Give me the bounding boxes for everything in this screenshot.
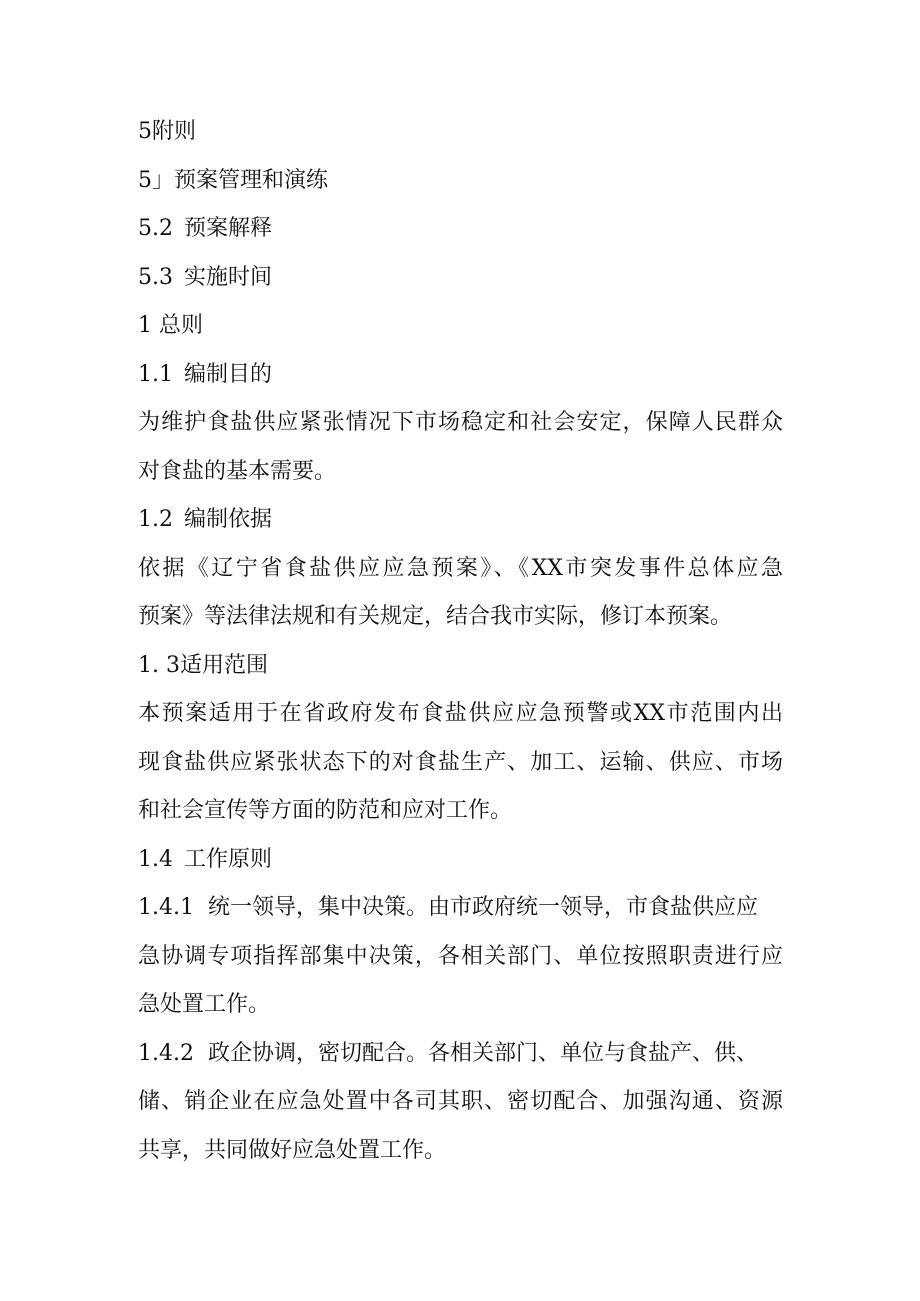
section-title: 适用范围	[179, 652, 268, 678]
toc-item-appendix	[138, 108, 788, 157]
section-number: 1	[138, 313, 152, 338]
subsection-number: 1.4.1	[138, 895, 194, 920]
section-heading-scope	[138, 642, 788, 691]
paragraph-line: 本预案适用于在省政府发布食盐供应应急预警或XX市范围内出	[138, 701, 783, 726]
section-heading-principles	[138, 836, 788, 885]
toc-text: 预案解释	[184, 216, 273, 241]
toc-number: 5.3	[138, 264, 173, 290]
toc-number: 5	[138, 119, 152, 144]
paragraph-line: 依据《辽宁省食盐供应应急预案》、《XX市突发事件总体应急	[138, 555, 783, 581]
paragraph-line: 和社会宣传等方面的防范和应对工作。	[138, 798, 513, 823]
toc-item-plan-management	[138, 157, 788, 206]
section-number: 1.4	[138, 846, 173, 872]
paragraph-text: 政企协调，密切配合。各相关部门、单位与食盐产、供、	[208, 1040, 759, 1066]
toc-item-implementation-time	[138, 254, 788, 303]
paragraph-line: 为维护食盐供应紧张情况下市场稳定和社会安定，保障人民群众	[138, 410, 783, 435]
paragraph-line: 对食盐的基本需要。	[138, 458, 337, 484]
paragraph-line: 预案》等法律法规和有关规定，结合我市实际，修订本预案。	[138, 604, 733, 629]
paragraph-line-numbered	[138, 884, 783, 933]
paragraph-text: 统一领导，集中决策。由市政府统一领导，市食盐供应应	[208, 895, 759, 920]
toc-number: 5.2	[138, 216, 173, 241]
section-title: 编制目的	[184, 361, 273, 387]
section-number: 1.1	[138, 361, 173, 387]
toc-number: 5」	[138, 167, 174, 193]
paragraph-line: 共享，共同做好应急处置工作。	[138, 1137, 447, 1163]
toc-text: 实施时间	[184, 264, 273, 290]
section-title: 总则	[159, 313, 204, 338]
section-heading-general	[138, 302, 788, 351]
paragraph-line: 现食盐供应紧张状态下的对食盐生产、加工、运输、供应、市场	[138, 749, 783, 775]
document-body	[138, 108, 788, 1175]
section-title: 工作原则	[184, 846, 273, 872]
paragraph-line-numbered	[138, 1030, 783, 1079]
section-heading-basis	[138, 496, 788, 545]
toc-text: 预案管理和演练	[174, 167, 329, 193]
section-title: 编制依据	[184, 507, 273, 532]
section-number: 1. 3	[138, 652, 180, 678]
paragraph-line: 急处置工作。	[138, 992, 271, 1017]
subsection-number: 1.4.2	[138, 1040, 194, 1066]
section-heading-purpose	[138, 351, 788, 400]
section-number: 1.2	[138, 507, 173, 532]
paragraph-line: 储、销企业在应急处置中各司其职、密切配合、加强沟通、资源	[138, 1089, 783, 1114]
paragraph-line: 急协调专项指挥部集中决策，各相关部门、单位按照职责进行应	[138, 943, 783, 969]
toc-text: 附则	[152, 119, 197, 144]
toc-item-plan-interpretation	[138, 205, 788, 254]
